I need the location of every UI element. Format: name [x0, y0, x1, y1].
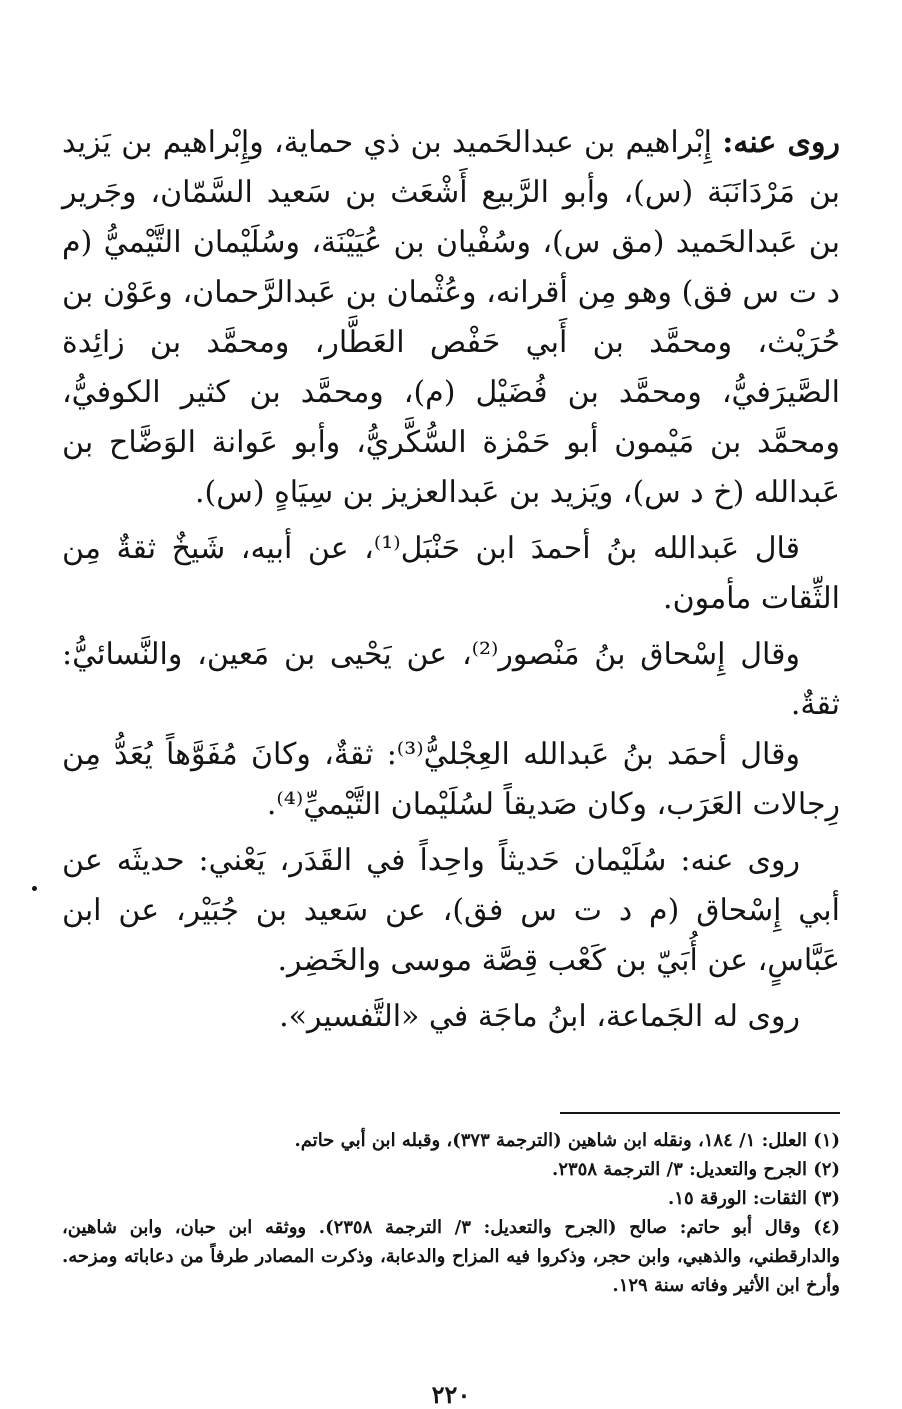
- paragraph-collection: روى له الجَماعة، ابنُ ماجَة في «التَّفسير».: [279, 999, 800, 1034]
- footnote-divider: [560, 1112, 840, 1114]
- book-page: [62, 118, 841, 1409]
- paragraph-narrators: [62, 118, 840, 518]
- paragraph-ishaq: وقال إِسْحاق بنُ مَنْصور⁽²⁾، عن يَحْيى بن مَعين، والنَّسائيُّ: ثقةٌ.: [62, 637, 840, 722]
- footnote-2: (٢) الجرح والتعديل: ٣/ الترجمة ٢٣٥٨.: [552, 1159, 840, 1180]
- paragraph-ibn-hanbal: قال عَبدالله بنُ أحمدَ ابن حَنْبَل⁽¹⁾، عن أبيه، شَيخٌ ثقةٌ مِن الثِّقات مأمون.: [62, 531, 840, 616]
- page-number: ٢٢٠: [431, 1380, 471, 1409]
- footnote-3: (٣) الثقات: الورقة ١٥.: [668, 1188, 840, 1209]
- footnote-4: (٤) وقال أبو حاتم: صالح (الجرح والتعديل: ٣/ الترجمة ٢٣٥٨). ووثقه ابن حبان، وابن شاهين، والدارقطني، والذهبي، وابن حجر، وذكروا فيه المزاح والدعابة، وذكرت المصادر طرفاً من دعاباته ومزحه. وأرخ ابن الأثير وفاته سنة ١٢٩.: [62, 1217, 840, 1296]
- stray-mark: [32, 886, 37, 891]
- footnotes: [62, 1126, 840, 1300]
- footnote-1: (١) العلل: ١/ ١٨٤، ونقله ابن شاهين (الترجمة ٣٧٣)، وقبله ابن أبي حاتم.: [294, 1130, 840, 1151]
- paragraph-sulayman-hadith: روى عنه: سُلَيْمان حَديثاً واحِداً في القَدَر، يَعْني: حديثَه عن أبي إِسْحاق (م د ت س فق)، عن سَعيد بن جُبَيْر، عن ابن عَبَّاسٍ، عن أُبَيّ بن كَعْب قِصَّة موسى والخَضِر.: [62, 843, 840, 978]
- narrators-list: إِبْراهيم بن عبدالحَميد بن ذي حماية، وإِبْراهيم بن يَزيد بن مَرْدَانَبَة (س)، وأبو الرَّبيع أَشْعَث بن سَعيد السَّمّان، وجَرير بن عَبدالحَميد (مق س)، وسُفْيان بن عُيَيْنَة، وسُلَيْمان التَّيْميُّ (م د ت س فق) وهو مِن أقرانه، وعُثْمان بن عَبدالرَّحمان، وعَوْن بن حُرَيْث، ومحمَّد بن أَبي حَفْص العَطَّار، ومحمَّد بن زائِدة الصَّيرَفيُّ، ومحمَّد بن فُضَيْل (م)، ومحمَّد بن كثير الكوفيُّ، ومحمَّد بن مَيْمون أبو حَمْزة السُّكَّريُّ، وأبو عَوانة الوَضَّاح بن عَبدالله (خ د س)، ويَزيد بن عَبدالعزيز بن سِيَاهٍ (س).: [62, 125, 840, 510]
- narrators-label: روى عنه:: [722, 125, 841, 160]
- paragraph-ijli: وقال أحمَد بنُ عَبدالله العِجْليُّ⁽³⁾: ثقةٌ، وكانَ مُفَوَّهاً يُعَدُّ مِن رِجالات العَرَب، وكان صَديقاً لسُلَيْمان التَّيْميِّ⁽⁴⁾.: [62, 737, 840, 822]
- main-text: [62, 118, 840, 1042]
